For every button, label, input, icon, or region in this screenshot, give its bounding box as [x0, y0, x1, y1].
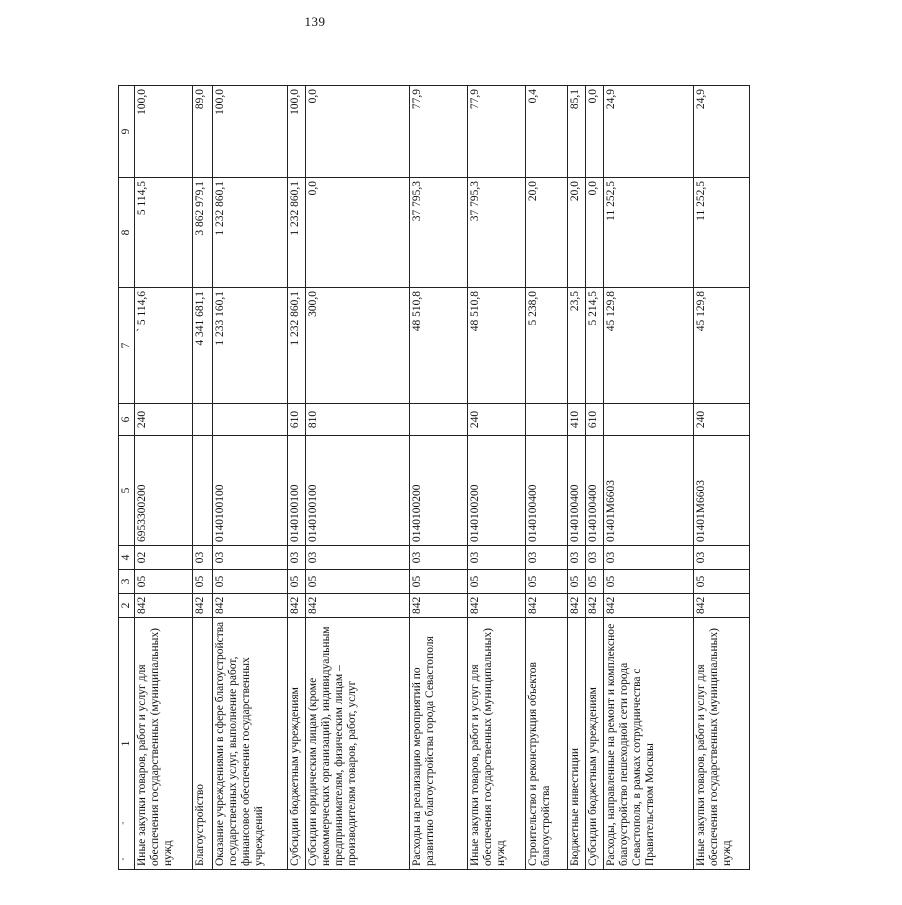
cell-subsection: 03: [567, 546, 585, 570]
cell-name: Бюджетные инвестиции: [567, 618, 585, 870]
cell-expense-type: 810: [305, 404, 409, 436]
cell-ministry-code: 842: [585, 594, 603, 618]
cell-percent: 0,0: [305, 86, 409, 178]
cell-name: Расходы на реализацию мероприятий по развитию благоустройства города Севастополя: [409, 618, 467, 870]
budget-table: [118, 85, 750, 870]
cell-target-article: 6953300200: [134, 436, 192, 546]
table-row: [693, 86, 749, 870]
cell-subsection: 03: [603, 546, 693, 570]
cell-section: 05: [525, 570, 567, 594]
cell-percent: 0,4: [525, 86, 567, 178]
cell-ministry-code: 842: [212, 594, 287, 618]
cell-percent: 100,0: [212, 86, 287, 178]
column-header: 4: [119, 546, 135, 570]
cell-subsection: 03: [192, 546, 212, 570]
cell-percent: 100,0: [287, 86, 305, 178]
cell-target-article: [192, 436, 212, 546]
cell-section: 05: [693, 570, 749, 594]
column-header: 2: [119, 594, 135, 618]
cell-ministry-code: 842: [467, 594, 525, 618]
table-row: [134, 86, 192, 870]
cell-percent: 24,9: [603, 86, 693, 178]
column-header: 1: [119, 618, 135, 870]
cell-planned-amount: 23,5: [567, 288, 585, 404]
cell-planned-amount: 45 129,8: [693, 288, 749, 404]
cell-planned-amount: 1 233 160,1: [212, 288, 287, 404]
cell-executed-amount: 3 862 979,1: [192, 178, 212, 288]
cell-percent: 89,0: [192, 86, 212, 178]
cell-name: Оказание учреждениями в сфере благоустройства государственных услуг, выполнение работ, финансовое обеспечение государственных учреждений: [212, 618, 287, 870]
cell-percent: 0,0: [585, 86, 603, 178]
page-number: 139: [304, 14, 326, 29]
cell-section: 05: [287, 570, 305, 594]
cell-section: 05: [192, 570, 212, 594]
cell-name: Субсидии бюджетным учреждениям: [585, 618, 603, 870]
cell-executed-amount: 20,0: [525, 178, 567, 288]
cell-planned-amount: 300,0: [305, 288, 409, 404]
cell-percent: 77,9: [409, 86, 467, 178]
cell-ministry-code: 842: [693, 594, 749, 618]
table-row: [409, 86, 467, 870]
cell-subsection: 03: [693, 546, 749, 570]
cell-expense-type: 410: [567, 404, 585, 436]
cell-name: Субсидии бюджетным учреждениям: [287, 618, 305, 870]
margin-mark: ': [122, 820, 124, 832]
cell-planned-amount: 45 129,8: [603, 288, 693, 404]
cell-planned-amount: 48 510,8: [467, 288, 525, 404]
cell-subsection: 03: [409, 546, 467, 570]
cell-executed-amount: 37 795,3: [409, 178, 467, 288]
cell-expense-type: [525, 404, 567, 436]
rotated-table-wrapper: [118, 89, 902, 870]
cell-planned-amount: 1 232 860,1: [287, 288, 305, 404]
cell-name: Благоустройство: [192, 618, 212, 870]
table-row: [305, 86, 409, 870]
cell-subsection: 03: [525, 546, 567, 570]
column-header: 8: [119, 178, 135, 288]
cell-expense-type: [192, 404, 212, 436]
cell-executed-amount: 1 232 860,1: [287, 178, 305, 288]
cell-name: Строительство и реконструкция объектов благоустройства: [525, 618, 567, 870]
cell-name: Иные закупки товаров, работ и услуг для обеспечения государственных (муниципальных) нужд: [134, 618, 192, 870]
cell-name: Субсидии юридическим лицам (кроме некоммерческих организаций), индивидуальным предпринимателям, физическим лицам – производителям товаров, работ, услуг: [305, 618, 409, 870]
cell-ministry-code: 842: [305, 594, 409, 618]
cell-name: Расходы, направленные на ремонт и комплексное благоустройство пешеходной сети города Севастополя, в рамках сотрудничества с Правительством Москвы: [603, 618, 693, 870]
cell-name: Иные закупки товаров, работ и услуг для обеспечения государственных (муниципальных) нужд: [467, 618, 525, 870]
cell-executed-amount: 5 114,5: [134, 178, 192, 288]
cell-executed-amount: 37 795,3: [467, 178, 525, 288]
cell-executed-amount: 1 232 860,1: [212, 178, 287, 288]
cell-section: 05: [603, 570, 693, 594]
cell-percent: 24,9: [693, 86, 749, 178]
table-row: [525, 86, 567, 870]
cell-target-article: 0140100200: [409, 436, 467, 546]
cell-percent: 100,0: [134, 86, 192, 178]
cell-target-article: 0140100400: [525, 436, 567, 546]
cell-subsection: 03: [305, 546, 409, 570]
cell-ministry-code: 842: [603, 594, 693, 618]
cell-section: 05: [567, 570, 585, 594]
cell-executed-amount: 20,0: [567, 178, 585, 288]
cell-planned-amount: 5 238,0: [525, 288, 567, 404]
cell-expense-type: 610: [287, 404, 305, 436]
cell-section: 05: [409, 570, 467, 594]
column-header: 6: [119, 404, 135, 436]
table-row: [585, 86, 603, 870]
cell-target-article: 01401М6603: [693, 436, 749, 546]
cell-section: 05: [467, 570, 525, 594]
cell-planned-amount: 4 341 681,1: [192, 288, 212, 404]
cell-planned-amount: 48 510,8: [409, 288, 467, 404]
cell-percent: 77,9: [467, 86, 525, 178]
cell-section: 05: [585, 570, 603, 594]
table-row: [192, 86, 212, 870]
cell-expense-type: [212, 404, 287, 436]
cell-target-article: 0140100400: [585, 436, 603, 546]
table-header-row: [119, 86, 135, 870]
cell-subsection: 03: [467, 546, 525, 570]
cell-executed-amount: 11 252,5: [603, 178, 693, 288]
cell-executed-amount: 0,0: [585, 178, 603, 288]
cell-planned-amount: ` 5 114,6: [134, 288, 192, 404]
cell-expense-type: 240: [134, 404, 192, 436]
cell-expense-type: [409, 404, 467, 436]
table-row: [603, 86, 693, 870]
cell-ministry-code: 842: [525, 594, 567, 618]
column-header: 7: [119, 288, 135, 404]
cell-section: 05: [134, 570, 192, 594]
cell-section: 05: [305, 570, 409, 594]
cell-target-article: 0140100100: [212, 436, 287, 546]
cell-section: 05: [212, 570, 287, 594]
table-row: [212, 86, 287, 870]
margin-mark: ': [122, 856, 124, 868]
table-row: [287, 86, 305, 870]
cell-ministry-code: 842: [567, 594, 585, 618]
cell-subsection: 03: [287, 546, 305, 570]
table-row: [567, 86, 585, 870]
cell-executed-amount: 0,0: [305, 178, 409, 288]
cell-target-article: 0140100400: [567, 436, 585, 546]
column-header: 5: [119, 436, 135, 546]
cell-ministry-code: 842: [192, 594, 212, 618]
cell-expense-type: 610: [585, 404, 603, 436]
cell-expense-type: 240: [693, 404, 749, 436]
cell-expense-type: [603, 404, 693, 436]
cell-percent: 85,1: [567, 86, 585, 178]
cell-ministry-code: 842: [409, 594, 467, 618]
cell-target-article: 01401М6603: [603, 436, 693, 546]
cell-target-article: 0140100200: [467, 436, 525, 546]
cell-subsection: 03: [212, 546, 287, 570]
cell-ministry-code: 842: [287, 594, 305, 618]
table-row: [467, 86, 525, 870]
cell-target-article: 0140100100: [305, 436, 409, 546]
cell-subsection: 03: [585, 546, 603, 570]
cell-planned-amount: 5 214,5: [585, 288, 603, 404]
cell-ministry-code: 842: [134, 594, 192, 618]
cell-target-article: 0140100100: [287, 436, 305, 546]
cell-executed-amount: 11 252,5: [693, 178, 749, 288]
column-header: 9: [119, 86, 135, 178]
column-header: 3: [119, 570, 135, 594]
cell-subsection: 02: [134, 546, 192, 570]
cell-expense-type: 240: [467, 404, 525, 436]
cell-name: Иные закупки товаров, работ и услуг для обеспечения государственных (муниципальных) нужд: [693, 618, 749, 870]
